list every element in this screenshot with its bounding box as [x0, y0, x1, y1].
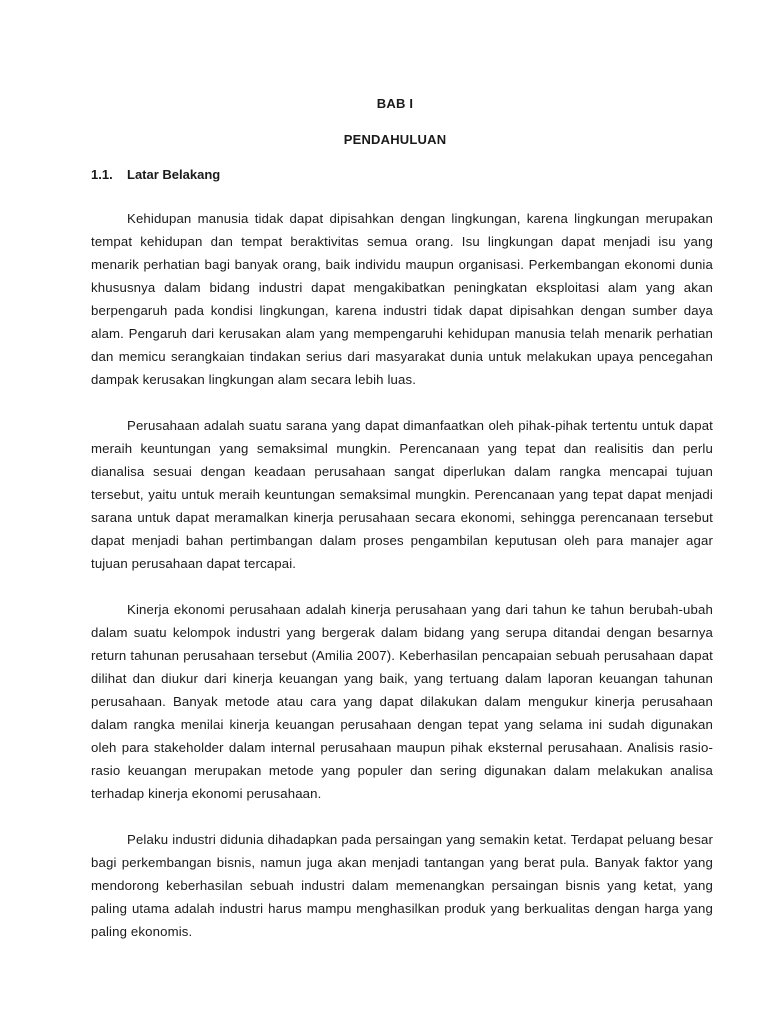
section-title: Latar Belakang [127, 167, 221, 182]
body-text [91, 207, 713, 943]
paragraph: Kinerja ekonomi perusahaan adalah kinerja perusahaan yang dari tahun ke tahun berubah-ubah dalam suatu kelompok industri yang bergerak dalam bidang yang serupa ditandai dengan besarnya return tahunan perusahaan tersebut (Amilia 2007). Keberhasilan pencapaian sebuah perusahaan dapat dilihat dan diukur dari kinerja keuangan yang baik, yang tertuang dalam laporan keuangan tahunan perusahaan. Banyak metode atau cara yang dapat dilakukan dalam mengukur kinerja perusahaan dalam rangka menilai kinerja keuangan perusahaan dengan tepat yang selama ini sudah digunakan oleh para stakeholder dalam internal perusahaan maupun pihak eksternal perusahaan. Analisis rasio-rasio keuangan merupakan metode yang populer dan sering digunakan dalam melakukan analisa terhadap kinerja ekonomi perusahaan. [91, 602, 713, 801]
chapter-number: BAB I [376, 96, 414, 111]
paragraph: Pelaku industri didunia dihadapkan pada persaingan yang semakin ketat. Terdapat peluang besar bagi perkembangan bisnis, namun juga akan menjadi tantangan yang berat pula. Banyak faktor yang mendorong keberhasilan sebuah industri dalam memenangkan persaingan bisnis yang ketat, yang paling utama adalah industri harus mampu menghasilkan produk yang berkualitas dengan harga yang paling ekonomis. [91, 832, 713, 939]
paragraph: Kehidupan manusia tidak dapat dipisahkan dengan lingkungan, karena lingkungan merupakan tempat kehidupan dan tempat beraktivitas semua orang. Isu lingkungan dapat menjadi isu yang menarik perhatian bagi banyak orang, baik individu maupun organisasi. Perkembangan ekonomi dunia khususnya dalam bidang industri dapat mengakibatkan peningkatan eksploitasi alam yang akan berpengaruh pada kondisi lingkungan, karena industri tidak dapat dipisahkan dengan sumber daya alam. Pengaruh dari kerusakan alam yang mempengaruhi kehidupan manusia telah menarik perhatian dan memicu serangkaian tindakan serius dari masyarakat dunia untuk melakukan upaya pencegahan dampak kerusakan lingkungan alam secara lebih luas. [91, 211, 713, 387]
paragraph: Perusahaan adalah suatu sarana yang dapat dimanfaatkan oleh pihak-pihak tertentu untuk dapat meraih keuntungan yang semaksimal mungkin. Perencanaan yang tepat dan realisitis dan perlu dianalisa sesuai dengan keadaan perusahaan sangat diperlukan dalam rangka mencapai tujuan tersebut, yaitu untuk meraih keuntungan semaksimal mungkin. Perencanaan yang tepat dapat menjadi sarana untuk dapat meramalkan kinerja perusahaan secara ekonomi, sehingga perencanaan tersebut dapat menjadi bahan pertimbangan dalam proses pengambilan keputusan oleh para manajer agar tujuan perusahaan dapat tercapai. [91, 418, 713, 571]
chapter-title: PENDAHULUAN [343, 132, 447, 147]
section-number: 1.1. [91, 167, 113, 182]
section-heading [91, 167, 220, 182]
